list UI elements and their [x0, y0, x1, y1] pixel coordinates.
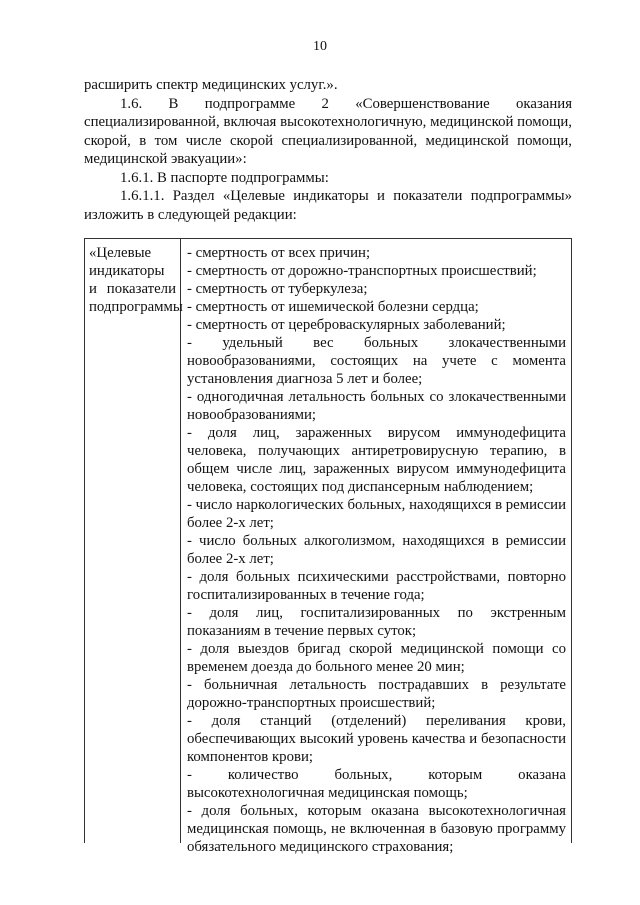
indicator-item: - доля лиц, зараженных вирусом иммунодефицита человека, получающих антиретровирусную терапию, в общем числе лиц, зараженных вирусом иммунодефицита человека, состоящих под диспансерным наблюдением;: [187, 425, 566, 495]
indicator-item: - удельный вес больных злокачественными новообразованиями, состоящих на учете с момента установления диагноза 5 лет и более;: [187, 335, 566, 387]
indicator-item: - доля выездов бригад скорой медицинской помощи со временем доезда до больного менее 20 мин;: [187, 641, 566, 675]
indicator-item: - больничная летальность пострадавших в результате дорожно-транспортных происшествий;: [187, 677, 566, 711]
indicator-item: - доля больных психическими расстройствами, повторно госпитализированных в течение года;: [187, 569, 566, 603]
indicator-item: - количество больных, которым оказана высокотехнологичная медицинская помощь;: [187, 767, 566, 801]
indicators-list: [181, 239, 571, 856]
indicator-item: - смертность от цереброваскулярных заболеваний;: [187, 317, 506, 333]
indicator-item: - доля больных, которым оказана высокотехнологичная медицинская помощь, не включенная в базовую программу обязательного медицинского страхования;: [187, 803, 566, 855]
indicator-item: - смертность от туберкулеза;: [187, 281, 368, 297]
paragraph-continuation: расширить спектр медицинских услуг.».: [84, 77, 338, 93]
indicator-item: - доля лиц, госпитализированных по экстренным показаниям в течение первых суток;: [187, 605, 566, 639]
indicator-item: - смертность от ишемической болезни сердца;: [187, 299, 479, 315]
indicator-item: - число наркологических больных, находящихся в ремиссии более 2-х лет;: [187, 497, 566, 531]
indicator-item: - смертность от всех причин;: [187, 245, 371, 261]
body-text: [84, 76, 572, 224]
indicator-item: - одногодичная летальность больных со злокачественными новообразованиями;: [187, 389, 566, 423]
indicator-item: - доля станций (отделений) переливания крови, обеспечивающих высокий уровень качества и безопасности компонентов крови;: [187, 713, 566, 765]
indicators-table: [84, 238, 572, 855]
paragraph-section-edit: 1.6.1.1. Раздел «Целевые индикаторы и показатели подпрограммы» изложить в следующей редакции:: [84, 188, 572, 223]
table-left-header: «Целевые индикаторы и показатели подпрограммы: [85, 239, 181, 843]
indicator-item: - смертность от дорожно-транспортных происшествий;: [187, 263, 537, 279]
paragraph-passport: 1.6.1. В паспорте подпрограммы:: [120, 169, 329, 186]
indicator-item: - число больных алкоголизмом, находящихся в ремиссии более 2-х лет;: [187, 533, 566, 567]
paragraph-subprogram-2: 1.6. В подпрограмме 2 «Совершенствование оказания специализированной, включая высокотехнологичную, медицинской помощи, скорой, в том числе скорой специализированной, медицинской помощи, медицинской эвакуации»:: [84, 95, 572, 167]
page-number: 10: [313, 39, 327, 54]
